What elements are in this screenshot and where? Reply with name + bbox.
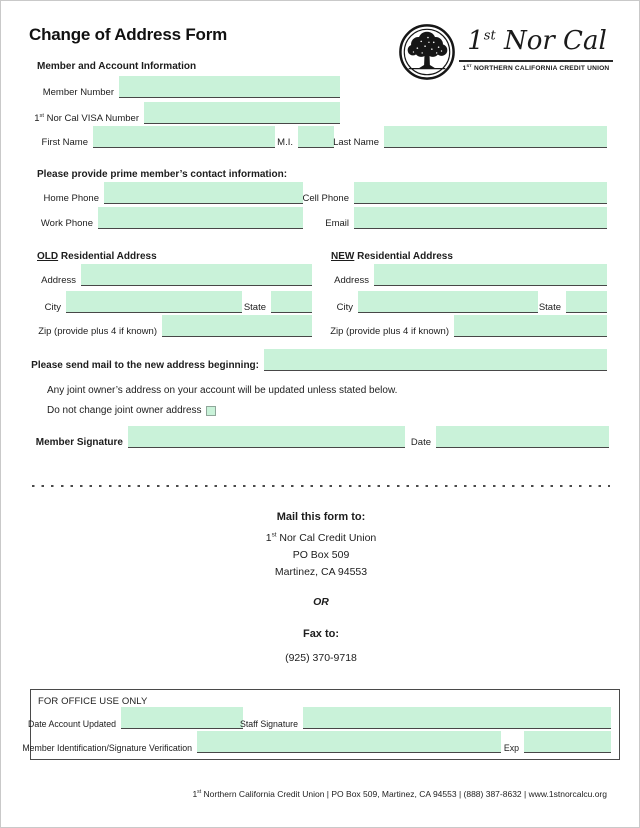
home-phone-input[interactable] (104, 182, 303, 204)
work-phone-input[interactable] (98, 207, 303, 229)
middle-initial-input[interactable] (298, 126, 334, 148)
new-city-label: City (336, 302, 353, 313)
member-id-verification-input[interactable] (197, 731, 501, 753)
member-signature-input[interactable] (128, 426, 405, 448)
logo-wordmark: 1st Nor Cal (467, 26, 607, 56)
old-zip-label: Zip (provide plus 4 if known) (38, 326, 157, 337)
new-zip-label: Zip (provide plus 4 if known) (330, 326, 449, 337)
cell-phone-input[interactable] (354, 182, 607, 204)
member-info-heading: Member and Account Information (37, 61, 197, 72)
old-zip-input[interactable] (162, 315, 312, 337)
first-name-input[interactable] (93, 126, 275, 148)
joint-owner-note: Any joint owner’s address on your account will be updated unless stated below. (47, 385, 398, 396)
new-address-label: Address (334, 275, 369, 286)
member-signature-label: Member Signature (35, 437, 123, 448)
contact-info-heading: Please provide prime member’s contact information: (37, 169, 288, 180)
dashed-divider (32, 485, 610, 487)
work-phone-label: Work Phone (40, 218, 93, 229)
fax-number: (925) 370-9718 (285, 652, 357, 664)
exp-label: Exp (503, 743, 519, 753)
email-input[interactable] (354, 207, 607, 229)
member-number-label: Member Number (42, 87, 114, 98)
old-address-input[interactable] (81, 264, 312, 286)
page-title: Change of Address Form (29, 25, 228, 44)
date-account-updated-input[interactable] (121, 707, 243, 729)
old-state-label: State (243, 302, 266, 313)
new-address-heading: NEW Residential Address (331, 251, 453, 262)
first-name-label: First Name (41, 137, 88, 148)
joint-checkbox-label: Do not change joint owner address (47, 405, 202, 416)
visa-number-label: 1st Nor Cal VISA Number (34, 112, 139, 124)
send-mail-label: Please send mail to the new address beginning: (31, 360, 259, 371)
office-use-heading: FOR OFFICE USE ONLY (38, 696, 148, 707)
new-state-input[interactable] (566, 291, 607, 313)
visa-number-input[interactable] (144, 102, 340, 124)
new-state-label: State (538, 302, 561, 313)
logo-tagline: 1ST NORTHERN CALIFORNIA CREDIT UNION (462, 62, 610, 72)
mail-address-line1: 1st Nor Cal Credit Union (265, 531, 377, 544)
old-state-input[interactable] (271, 291, 312, 313)
joint-owner-checkbox[interactable] (206, 406, 216, 416)
last-name-input[interactable] (384, 126, 607, 148)
fax-to-heading: Fax to: (302, 628, 340, 640)
old-address-label: Address (41, 275, 76, 286)
mail-beginning-date-input[interactable] (264, 349, 607, 371)
mail-address-line3: Martinez, CA 94553 (274, 566, 368, 578)
email-label: Email (325, 218, 349, 229)
or-label: OR (313, 596, 329, 608)
signature-date-input[interactable] (436, 426, 609, 448)
staff-signature-label: Staff Signature (239, 719, 298, 729)
signature-date-label: Date (410, 437, 431, 448)
logo-divider (459, 60, 613, 62)
staff-signature-input[interactable] (303, 707, 611, 729)
last-name-label: Last Name (333, 137, 379, 148)
new-zip-input[interactable] (454, 315, 607, 337)
mail-address-line2: PO Box 509 (292, 549, 350, 561)
cell-phone-label: Cell Phone (302, 193, 349, 204)
middle-initial-label: M.I. (277, 137, 293, 148)
credit-union-tree-logo-icon (398, 23, 456, 86)
old-address-heading: OLD Residential Address (37, 251, 157, 262)
member-id-verification-label: Member Identification/Signature Verification (22, 743, 192, 753)
home-phone-label: Home Phone (43, 193, 99, 204)
mail-to-heading: Mail this form to: (276, 511, 366, 523)
exp-input[interactable] (524, 731, 611, 753)
new-city-input[interactable] (358, 291, 538, 313)
footer-contact-line: 1st Northern California Credit Union | PO Box 509, Martinez, CA 94553 | (888) 387-8632 | www.1stnorcalcu.org (192, 789, 607, 799)
old-city-label: City (44, 302, 61, 313)
member-number-input[interactable] (119, 76, 340, 98)
new-address-input[interactable] (374, 264, 607, 286)
old-city-input[interactable] (66, 291, 242, 313)
date-account-updated-label: Date Account Updated (27, 719, 116, 729)
